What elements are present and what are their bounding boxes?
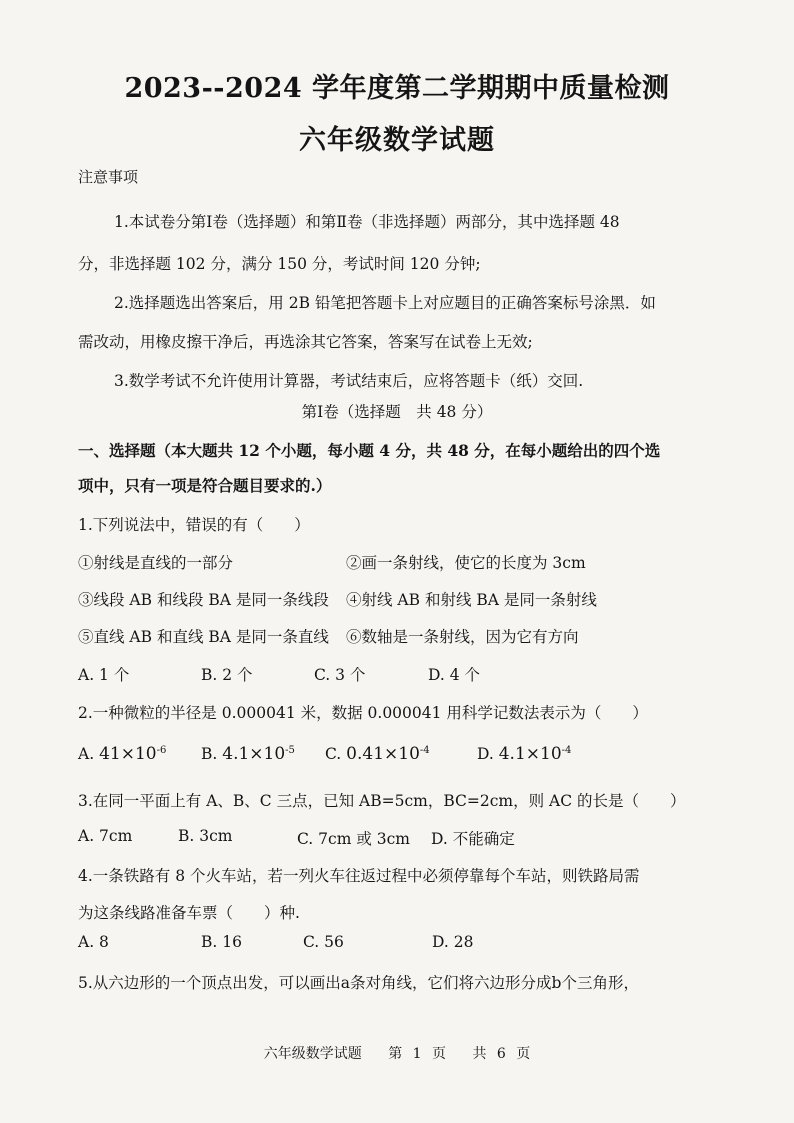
q2-option-c-base: 0.41×10 xyxy=(346,744,420,764)
q5-stem: 5.从六边形的一个顶点出发，可以画出a条对角线，它们将六边形分成b个三角形， xyxy=(78,974,639,992)
q1-statement-3: ③线段 AB 和线段 BA 是同一条线段 xyxy=(78,591,329,609)
q3-option-c: C. 7cm 或 3cm xyxy=(297,830,410,848)
q2-option-a-exponent: -6 xyxy=(156,744,167,756)
q1-option-d: D. 4 个 xyxy=(428,666,481,684)
q2-option-b-base: 4.1×10 xyxy=(222,744,286,764)
footer-page-total: 共 6 页 xyxy=(472,1046,531,1062)
q2-option-c-exponent: -4 xyxy=(419,744,430,756)
q4-stem-line-1: 4.一条铁路有 8 个火车站，若一列火车往返过程中必须停靠每个车站，则铁路局需 xyxy=(78,867,640,885)
q4-option-c: C. 56 xyxy=(303,933,344,951)
page-footer xyxy=(0,1043,794,1063)
q1-stem: 1.下列说法中，错误的有（ ） xyxy=(78,516,310,534)
section-instruction-line-1: 一、选择题（本大题共 12 个小题，每小题 4 分，共 48 分，在每小题给出的四个选 xyxy=(78,441,661,460)
q2-option-c-label: C. xyxy=(325,745,347,763)
q2-option-b-exponent: -5 xyxy=(285,744,295,756)
notice-heading: 注意事项 xyxy=(78,168,139,186)
q2-option-a-base: 41×10 xyxy=(99,744,157,764)
q2-option-a xyxy=(78,744,166,764)
q4-stem-line-2: 为这条线路准备车票（ ）种. xyxy=(78,904,300,922)
q1-option-b: B. 2 个 xyxy=(201,666,253,684)
q2-stem: 2.一种微粒的半径是 0.000041 米，数据 0.000041 用科学记数法表示为（ ） xyxy=(78,704,648,722)
notice-item-3: 3.数学考试不允许使用计算器，考试结束后，应将答题卡（纸）交回. xyxy=(114,372,584,390)
q1-option-c: C. 3 个 xyxy=(314,666,366,684)
q3-option-a: A. 7cm xyxy=(78,827,133,845)
footer-subject: 六年级数学试题 xyxy=(263,1046,362,1062)
q4-option-d: D. 28 xyxy=(432,933,474,951)
q2-option-d-base: 4.1×10 xyxy=(498,744,562,764)
q2-option-a-label: A. xyxy=(78,745,100,763)
q3-stem: 3.在同一平面上有 A、B、C 三点，已知 AB=5cm，BC=2cm，则 AC 的长是（ ） xyxy=(78,792,686,810)
q2-option-d-exponent: -4 xyxy=(561,744,572,756)
q3-option-b: B. 3cm xyxy=(178,827,233,845)
q2-option-b-label: B. xyxy=(201,745,223,763)
exam-title: 2023--2024 学年度第二学期期中质量检测 xyxy=(124,73,670,104)
q2-option-d xyxy=(477,744,571,764)
q1-statement-2: ②画一条射线，使它的长度为 3cm xyxy=(346,554,586,572)
section-heading: 第Ⅰ卷（选择题 共 48 分） xyxy=(301,403,493,421)
notice-item-1-line-1: 1.本试卷分第Ⅰ卷（选择题）和第Ⅱ卷（非选择题）两部分，其中选择题 48 xyxy=(114,213,620,231)
notice-item-2-line-2: 需改动，用橡皮擦干净后，再选涂其它答案，答案写在试卷上无效; xyxy=(78,333,533,351)
q2-option-c xyxy=(325,744,430,764)
q1-statement-1: ①射线是直线的一部分 xyxy=(78,554,234,572)
q1-statement-4: ④射线 AB 和射线 BA 是同一条射线 xyxy=(346,591,597,609)
q4-option-a: A. 8 xyxy=(78,933,109,951)
q1-statement-6: ⑥数轴是一条射线，因为它有方向 xyxy=(346,628,579,646)
q4-option-b: B. 16 xyxy=(201,933,242,951)
notice-item-1-line-2: 分，非选择题 102 分，满分 150 分，考试时间 120 分钟; xyxy=(78,255,481,273)
section-instruction-line-2: 项中，只有一项是符合题目要求的.） xyxy=(78,476,332,495)
footer-page-number: 第 1 页 xyxy=(388,1046,446,1062)
q2-option-b xyxy=(201,744,295,764)
notice-item-2-line-1: 2.选择题选出答案后，用 2B 铅笔把答题卡上对应题目的正确答案标号涂黑．如 xyxy=(114,294,656,312)
q2-option-d-label: D. xyxy=(477,745,499,763)
q1-statement-5: ⑤直线 AB 和直线 BA 是同一条直线 xyxy=(78,628,329,646)
q3-option-d: D. 不能确定 xyxy=(431,830,515,848)
exam-subtitle: 六年级数学试题 xyxy=(299,125,495,156)
q1-option-a: A. 1 个 xyxy=(78,666,130,684)
